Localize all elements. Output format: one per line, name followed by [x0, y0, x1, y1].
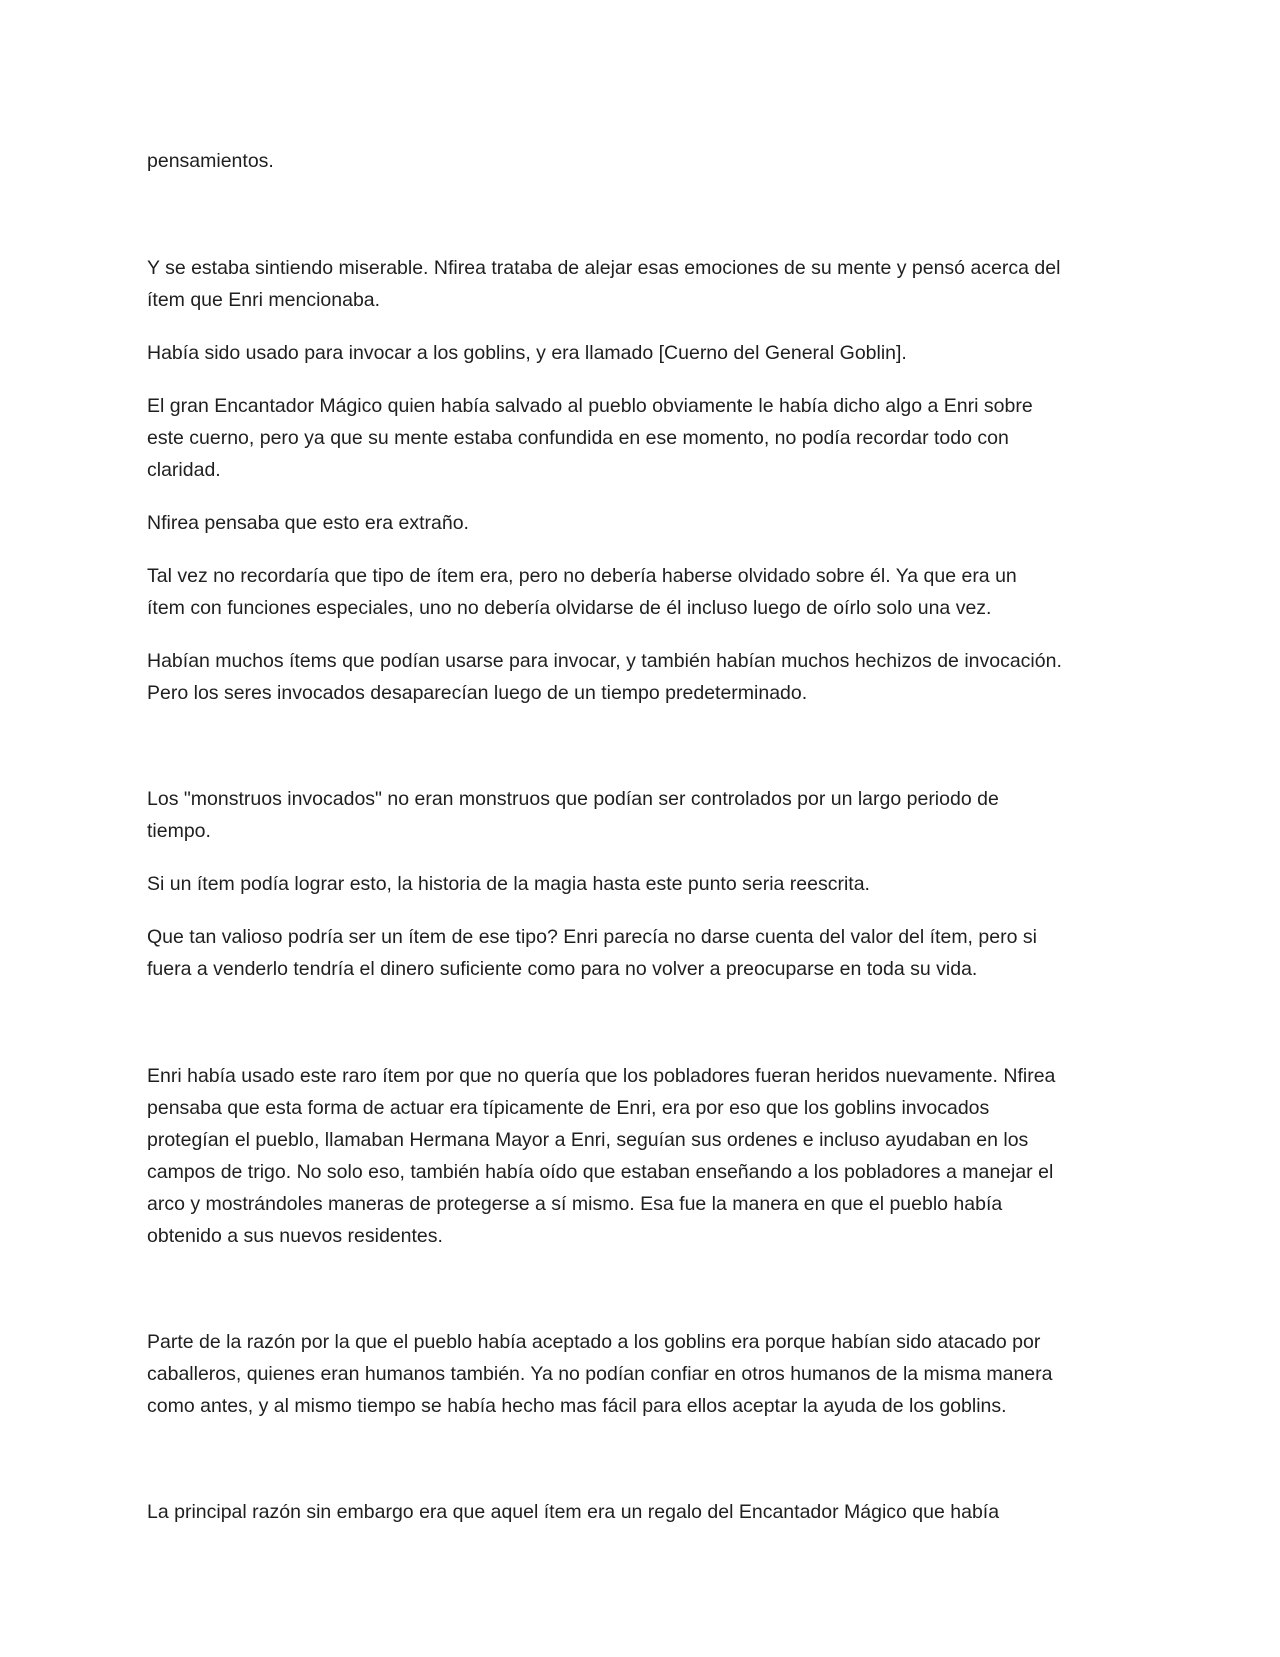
text-line: La principal razón sin embargo era que aquel ítem era un regalo del Encantador Mágico que había	[147, 1501, 1000, 1523]
text-line: Habían muchos ítems que podían usarse para invocar, y también habían muchos hechizos de invocación.	[147, 650, 1062, 672]
text-line: Si un ítem podía lograr esto, la historia de la magia hasta este punto seria reescrita.	[147, 873, 870, 895]
text-line: ítem con funciones especiales, uno no debería olvidarse de él incluso luego de oírlo solo una vez.	[147, 597, 992, 619]
text-line: claridad.	[147, 459, 221, 481]
text-line: Pero los seres invocados desaparecían luego de un tiempo predeterminado.	[147, 682, 808, 704]
text-line: Enri había usado este raro ítem por que no quería que los pobladores fueran heridos nuevamente. Nfirea	[147, 1065, 1056, 1087]
text-line: campos de trigo. No solo eso, también había oído que estaban enseñando a los pobladores a manejar el	[147, 1161, 1054, 1183]
text-line: Parte de la razón por la que el pueblo había aceptado a los goblins era porque habían sido atacado por	[147, 1331, 1041, 1353]
text-line: Tal vez no recordaría que tipo de ítem era, pero no debería haberse olvidado sobre él. Ya que era un	[147, 565, 1017, 587]
text-line: fuera a venderlo tendría el dinero suficiente como para no volver a preocuparse en toda su vida.	[147, 958, 978, 980]
text-line: protegían el pueblo, llamaban Hermana Mayor a Enri, seguían sus ordenes e incluso ayudaban en los	[147, 1129, 1029, 1151]
text-line: pensaba que esta forma de actuar era típicamente de Enri, era por eso que los goblins invocados	[147, 1097, 990, 1119]
text-line: El gran Encantador Mágico quien había salvado al pueblo obviamente le había dicho algo a Enri sobre	[147, 395, 1033, 417]
text-line: obtenido a sus nuevos residentes.	[147, 1225, 443, 1247]
text-line: Los "monstruos invocados" no eran monstruos que podían ser controlados por un largo periodo de	[147, 788, 999, 810]
text-line: Había sido usado para invocar a los goblins, y era llamado [Cuerno del General Goblin].	[147, 342, 907, 364]
text-line: Y se estaba sintiendo miserable. Nfirea trataba de alejar esas emociones de su mente y pensó acerca del	[147, 257, 1061, 279]
text-line: Nfirea pensaba que esto era extraño.	[147, 512, 469, 534]
text-line: Que tan valioso podría ser un ítem de ese tipo? Enri parecía no darse cuenta del valor del ítem, pero si	[147, 926, 1037, 948]
text-line: pensamientos.	[147, 150, 274, 172]
text-line: este cuerno, pero ya que su mente estaba confundida en ese momento, no podía recordar todo con	[147, 427, 1009, 449]
text-line: como antes, y al mismo tiempo se había hecho mas fácil para ellos aceptar la ayuda de los goblins.	[147, 1395, 1007, 1417]
text-line: arco y mostrándoles maneras de protegerse a sí mismo. Esa fue la manera en que el pueblo había	[147, 1193, 1003, 1215]
text-line: ítem que Enri mencionaba.	[147, 289, 381, 311]
text-line: caballeros, quienes eran humanos también. Ya no podían confiar en otros humanos de la misma manera	[147, 1363, 1053, 1385]
text-line: tiempo.	[147, 820, 211, 842]
